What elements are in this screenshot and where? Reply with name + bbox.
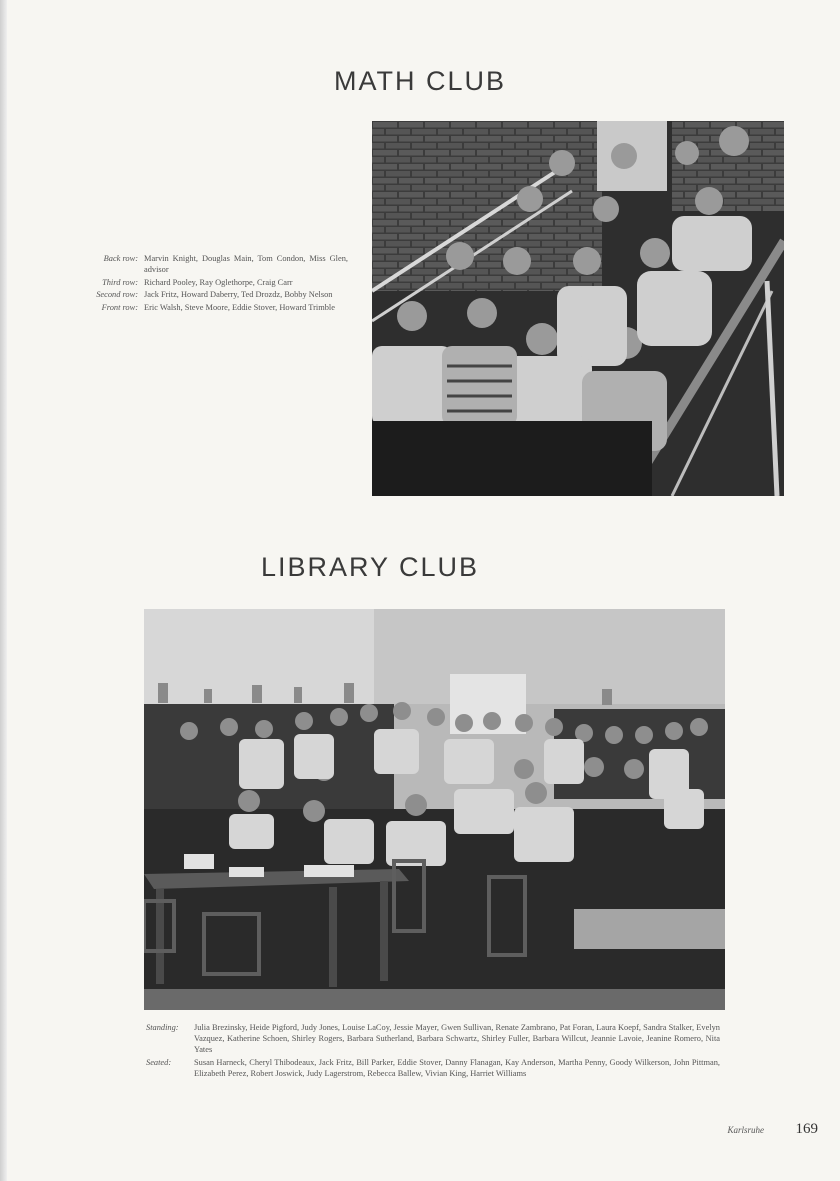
caption-row-names: Eric Walsh, Steve Moore, Eddie Stover, Howard Trimble xyxy=(144,302,335,312)
caption-row xyxy=(146,1057,720,1079)
caption-row-names: Jack Fritz, Howard Daberry, Ted Drozdz, Bobby Nelson xyxy=(144,290,333,300)
caption-row xyxy=(86,253,348,276)
math-club-photo xyxy=(372,121,784,496)
library-club-photo xyxy=(144,609,725,1010)
caption-row-label: Standing: xyxy=(146,1023,179,1032)
caption-row-names: Richard Pooley, Ray Oglethorpe, Craig Carr xyxy=(144,277,293,287)
library-club-caption xyxy=(146,1022,720,1080)
library-club-heading: LIBRARY CLUB xyxy=(260,552,480,582)
math-club-heading: MATH CLUB xyxy=(333,66,506,96)
math-club-caption xyxy=(86,253,348,314)
caption-row xyxy=(86,289,348,300)
footer-school-name: Karlsruhe xyxy=(727,1125,764,1135)
caption-row xyxy=(146,1022,720,1056)
page-spine xyxy=(0,0,7,1181)
caption-row-label: Second row: xyxy=(96,290,138,300)
caption-row-names: Susan Harneck, Cheryl Thibodeaux, Jack Fritz, Bill Parker, Eddie Stover, Danny Flanagan, Kay Anderson, Martha Penny, Goody Wilkerson, John Pittman, Elizabeth Perez, Robert Joswick, Judy Lagerstrom, Rebecca Ballew, Vivian King, Harriet Williams xyxy=(194,1057,720,1078)
caption-row-label: Third row: xyxy=(102,277,138,287)
page-number: 169 xyxy=(795,1121,818,1137)
caption-row xyxy=(86,277,348,288)
caption-row-label: Front row: xyxy=(101,302,138,312)
caption-row-label: Seated: xyxy=(146,1057,172,1067)
caption-row-names: Julia Brezinsky, Heide Pigford, Judy Jones, Louise LaCoy, Jessie Mayer, Gwen Sullivan, Renate Zambrano, Pat Foran, Laura Koepf, Sandra Stalker, Evelyn Vazquez, Katherine Schoen, Shirley Rogers, Barbara Sutherland, Barbara Schwartz, Shirley Fuller, Barbara Willcut, Jeannie Lavoie, Jeanine Romero, Nita Yates xyxy=(194,1023,720,1055)
caption-row xyxy=(86,302,348,313)
caption-row-names: Marvin Knight, Douglas Main, Tom Condon, Miss Glen, advisor xyxy=(144,254,348,275)
caption-row-label: Back row: xyxy=(103,254,138,263)
